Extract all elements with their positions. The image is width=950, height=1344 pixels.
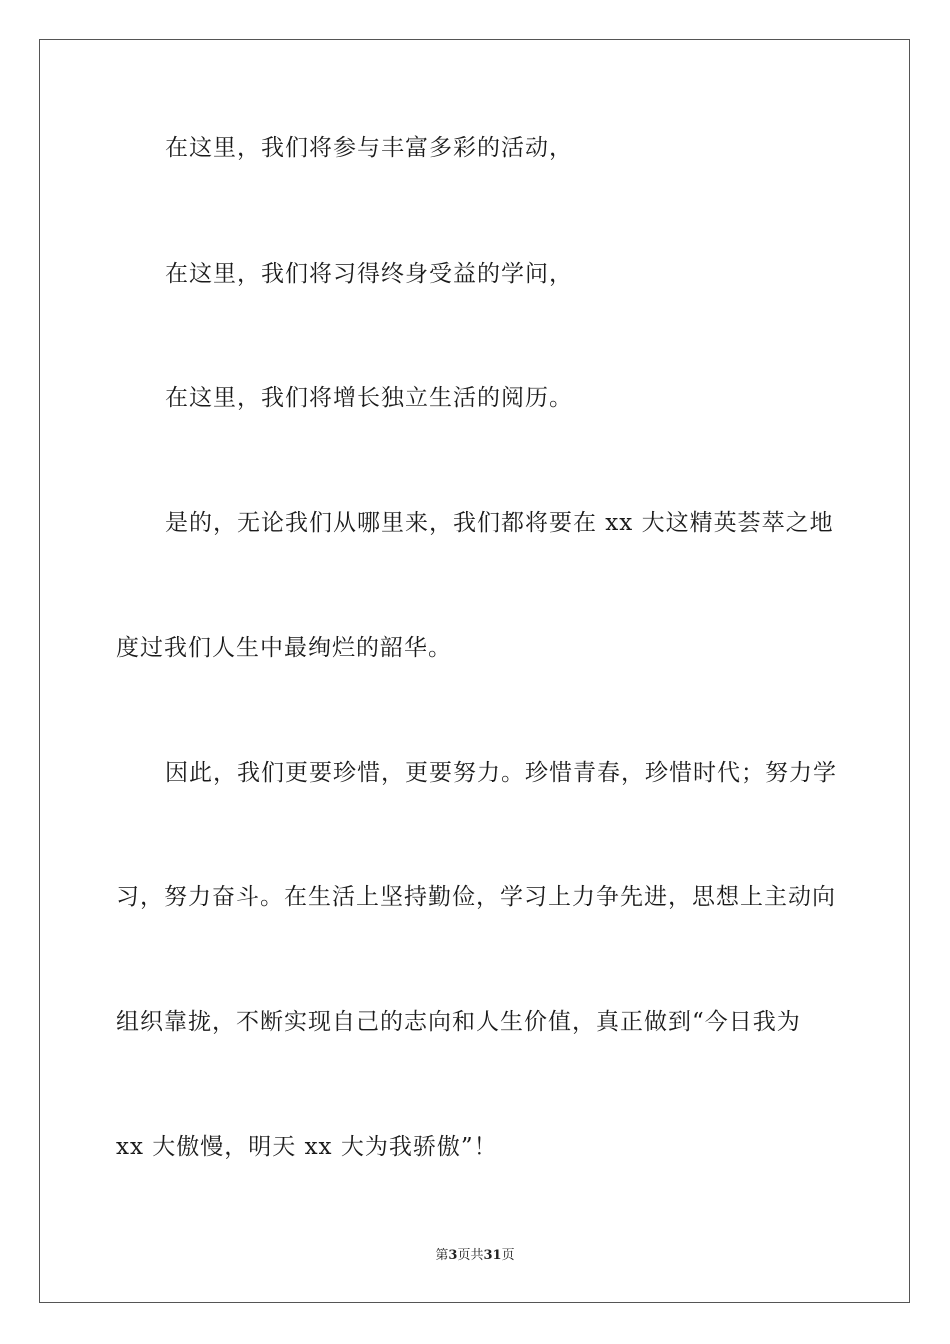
paragraph-line-4: 是的，无论我们从哪里来，我们都将要在 xx 大这精英荟萃之地	[165, 510, 834, 536]
footer-total-prefix: 共	[470, 1248, 484, 1263]
page-border	[39, 39, 910, 1303]
page-footer	[0, 1247, 950, 1265]
paragraph-line-6: 因此，我们更要珍惜，更要努力。珍惜青春，珍惜时代；努力学	[165, 760, 837, 786]
paragraph-line-5: 度过我们人生中最绚烂的韶华。	[116, 635, 452, 661]
paragraph-line-1: 在这里，我们将参与丰富多彩的活动，	[165, 135, 573, 161]
footer-page-total: 31	[483, 1248, 502, 1263]
footer-page-suffix: 页	[457, 1248, 471, 1263]
paragraph-line-3: 在这里，我们将增长独立生活的阅历。	[165, 385, 573, 411]
paragraph-line-2: 在这里，我们将习得终身受益的学问，	[165, 261, 573, 287]
footer-total-suffix: 页	[501, 1248, 515, 1263]
footer-page-current: 3	[448, 1248, 458, 1263]
paragraph-line-8: 组织靠拢，不断实现自己的志向和人生价值，真正做到“今日我为	[116, 1009, 801, 1035]
footer-page-prefix: 第	[435, 1248, 449, 1263]
paragraph-line-7: 习，努力奋斗。在生活上坚持勤俭，学习上力争先进，思想上主动向	[116, 884, 836, 910]
paragraph-line-9: xx 大傲慢，明天 xx 大为我骄傲”！	[116, 1134, 498, 1160]
